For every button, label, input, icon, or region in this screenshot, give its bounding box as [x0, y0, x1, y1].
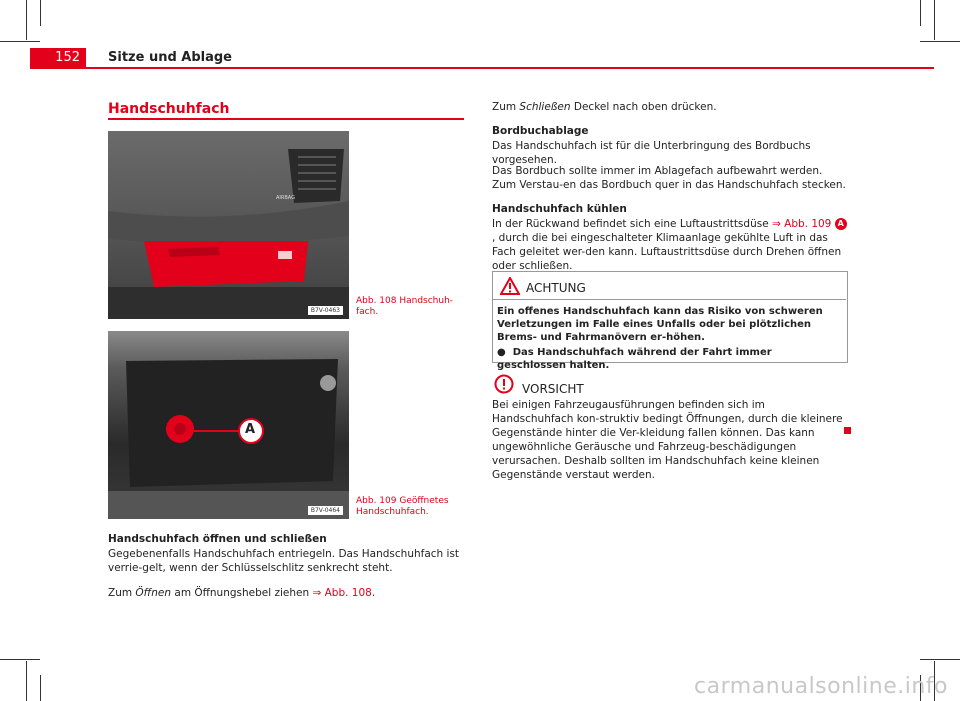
figure-code: B7V-0463 — [308, 306, 343, 315]
figure-link[interactable]: ⇒ Abb. 108 — [312, 587, 372, 599]
crop-mark — [920, 0, 921, 26]
figure-caption: Abb. 108 Handschuh-fach. — [356, 296, 454, 317]
text-emphasis: Öffnen — [135, 587, 172, 599]
paragraph: Gegebenenfalls Handschuhfach entriegeln. Das Handschuhfach ist verrie-gelt, wenn der Schlüsselschlitz senkrecht steht. — [108, 548, 460, 574]
airbag-label: AIRBAG — [276, 195, 296, 201]
paragraph: Das Handschuhfach ist für die Unterbringung des Bordbuchs vorgesehen. — [492, 140, 811, 166]
crop-mark — [26, 661, 27, 701]
paragraph — [492, 100, 848, 114]
subheading: Handschuhfach kühlen — [492, 203, 627, 215]
text-run: In der Rückwand befindet sich eine Luftaustrittsdüse — [492, 218, 772, 230]
text-run: am Öffnungshebel ziehen — [171, 587, 313, 599]
chapter-title: Sitze und Ablage — [108, 50, 233, 65]
text-run: Deckel nach oben drücken. — [570, 101, 717, 113]
figure-link[interactable]: ⇒ Abb. 109 — [772, 218, 832, 230]
crop-mark — [40, 675, 41, 701]
marker-a-badge: A — [835, 218, 847, 230]
crop-mark — [920, 41, 960, 42]
text-run: Zum — [492, 101, 520, 113]
paragraph: Das Bordbuch sollte immer im Ablagefach aufbewahrt werden. Zum Verstau-en das Bordbuch quer in das Handschuhfach stecken. — [492, 165, 846, 191]
marker-a-label: A — [245, 422, 256, 437]
caution-circle-icon — [494, 374, 514, 394]
text-run: , durch die bei eingeschalteter Klimaanlage gekühlte Luft in das Fach geleitet wer-den kann. Luftaustrittsdüse durch Drehen öffnen oder schließen. — [492, 232, 842, 272]
warning-text: Ein offenes Handschuhfach kann das Risiko von schweren Verletzungen im Falle eines Unfalls oder bei plötzlichen Brems- und Fahrmanövern er-höhen. — [497, 306, 823, 343]
text-run: . — [371, 587, 376, 599]
section-rule — [108, 118, 464, 120]
crop-mark — [0, 41, 40, 42]
warning-bullet — [497, 346, 842, 372]
glovebox-closed-illustration — [108, 131, 349, 319]
text-run: Zum — [108, 587, 136, 599]
subheading: Bordbuchablage — [492, 125, 589, 137]
bullet-text: Das Handschuhfach während der Fahrt immer geschlossen halten. — [497, 347, 772, 371]
caution-label: VORSICHT — [522, 382, 584, 396]
warning-triangle-icon — [500, 277, 520, 295]
text-emphasis: Schließen — [519, 101, 571, 113]
subheading: Handschuhfach öffnen und schließen — [108, 533, 327, 545]
page-number: 152 — [30, 48, 86, 68]
crop-mark — [920, 659, 960, 660]
glovebox-open-illustration — [108, 331, 349, 519]
figure-glovebox-closed — [108, 131, 349, 319]
bullet-icon: ● — [497, 347, 506, 358]
warning-label: ACHTUNG — [526, 281, 586, 295]
crop-mark — [0, 659, 40, 660]
header-rule — [30, 67, 934, 69]
paragraph — [492, 217, 848, 273]
section-title: Handschuhfach — [108, 101, 230, 117]
watermark: carmanualsonline.info — [694, 674, 948, 699]
caution-text: Bei einigen Fahrzeugausführungen befinden sich im Handschuhfach kon-struktiv bedingt Öffnungen, durch die kleinere Gegenstände hinter die Ver-kleidung fallen können. Das kann ungewöhnliche Geräusche und Fahrzeug-beschädigungen verursachen. Deshalb sollten im Handschuhfach keine kleinen Gegenstände verstaut werden. — [492, 399, 843, 481]
crop-mark — [934, 0, 935, 40]
figure-caption: Abb. 109 Geöffnetes Handschuhfach. — [356, 496, 449, 517]
figure-glovebox-open — [108, 331, 349, 519]
figure-code: B7V-0464 — [308, 506, 343, 515]
crop-mark — [40, 0, 41, 26]
crop-mark — [26, 0, 27, 40]
paragraph — [108, 586, 464, 600]
end-of-section-marker — [844, 427, 851, 434]
